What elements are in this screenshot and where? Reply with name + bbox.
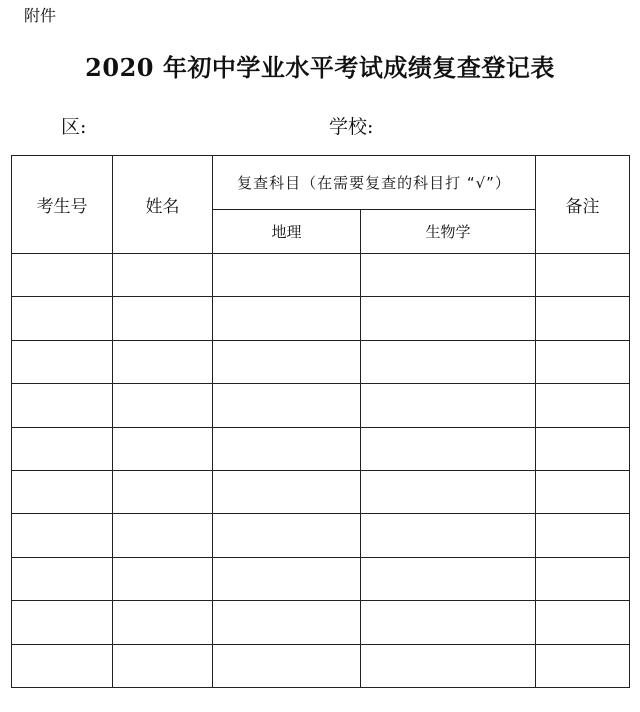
name-cell[interactable] xyxy=(113,601,213,644)
name-cell[interactable] xyxy=(113,297,213,340)
remarks-cell[interactable] xyxy=(536,254,630,297)
name-cell[interactable] xyxy=(113,384,213,427)
table-row xyxy=(12,601,630,644)
remarks-cell[interactable] xyxy=(536,470,630,513)
table-row xyxy=(12,384,630,427)
table-body xyxy=(12,254,630,688)
remarks-cell[interactable] xyxy=(536,644,630,687)
exam-number-cell[interactable] xyxy=(12,340,113,383)
header-remarks: 备注 xyxy=(536,156,630,254)
exam-number-cell[interactable] xyxy=(12,557,113,600)
table-row xyxy=(12,254,630,297)
district-label: 区: xyxy=(61,116,87,138)
name-cell[interactable] xyxy=(113,254,213,297)
geography-cell[interactable] xyxy=(213,557,361,600)
header-geography: 地理 xyxy=(213,210,361,254)
remarks-cell[interactable] xyxy=(536,427,630,470)
geography-cell[interactable] xyxy=(213,601,361,644)
exam-number-cell[interactable] xyxy=(12,644,113,687)
header-name: 姓名 xyxy=(113,156,213,254)
table-row xyxy=(12,644,630,687)
biology-cell[interactable] xyxy=(361,644,536,687)
exam-number-cell[interactable] xyxy=(12,384,113,427)
header-review-subjects: 复查科目（在需要复查的科目打 “√”） xyxy=(213,156,536,210)
name-cell[interactable] xyxy=(113,427,213,470)
registration-table xyxy=(11,155,630,688)
biology-cell[interactable] xyxy=(361,254,536,297)
header-biology: 生物学 xyxy=(361,210,536,254)
remarks-cell[interactable] xyxy=(536,340,630,383)
table-row xyxy=(12,297,630,340)
name-cell[interactable] xyxy=(113,470,213,513)
exam-number-cell[interactable] xyxy=(12,254,113,297)
geography-cell[interactable] xyxy=(213,384,361,427)
exam-number-cell[interactable] xyxy=(12,427,113,470)
table-row xyxy=(12,557,630,600)
biology-cell[interactable] xyxy=(361,557,536,600)
biology-cell[interactable] xyxy=(361,470,536,513)
geography-cell[interactable] xyxy=(213,340,361,383)
name-cell[interactable] xyxy=(113,340,213,383)
geography-cell[interactable] xyxy=(213,297,361,340)
table-row xyxy=(12,340,630,383)
biology-cell[interactable] xyxy=(361,514,536,557)
remarks-cell[interactable] xyxy=(536,297,630,340)
attachment-label: 附件 xyxy=(24,6,57,25)
geography-cell[interactable] xyxy=(213,254,361,297)
table-row xyxy=(12,427,630,470)
geography-cell[interactable] xyxy=(213,644,361,687)
header-exam-number: 考生号 xyxy=(12,156,113,254)
biology-cell[interactable] xyxy=(361,427,536,470)
school-label: 学校: xyxy=(329,116,374,138)
geography-cell[interactable] xyxy=(213,514,361,557)
table-row xyxy=(12,470,630,513)
name-cell[interactable] xyxy=(113,514,213,557)
remarks-cell[interactable] xyxy=(536,601,630,644)
exam-number-cell[interactable] xyxy=(12,470,113,513)
remarks-cell[interactable] xyxy=(536,384,630,427)
biology-cell[interactable] xyxy=(361,601,536,644)
form-title: 2020 年初中学业水平考试成绩复查登记表 xyxy=(85,53,555,82)
geography-cell[interactable] xyxy=(213,427,361,470)
exam-number-cell[interactable] xyxy=(12,514,113,557)
table-row xyxy=(12,514,630,557)
name-cell[interactable] xyxy=(113,557,213,600)
remarks-cell[interactable] xyxy=(536,514,630,557)
exam-number-cell[interactable] xyxy=(12,601,113,644)
geography-cell[interactable] xyxy=(213,470,361,513)
biology-cell[interactable] xyxy=(361,297,536,340)
name-cell[interactable] xyxy=(113,644,213,687)
remarks-cell[interactable] xyxy=(536,557,630,600)
exam-number-cell[interactable] xyxy=(12,297,113,340)
biology-cell[interactable] xyxy=(361,384,536,427)
biology-cell[interactable] xyxy=(361,340,536,383)
